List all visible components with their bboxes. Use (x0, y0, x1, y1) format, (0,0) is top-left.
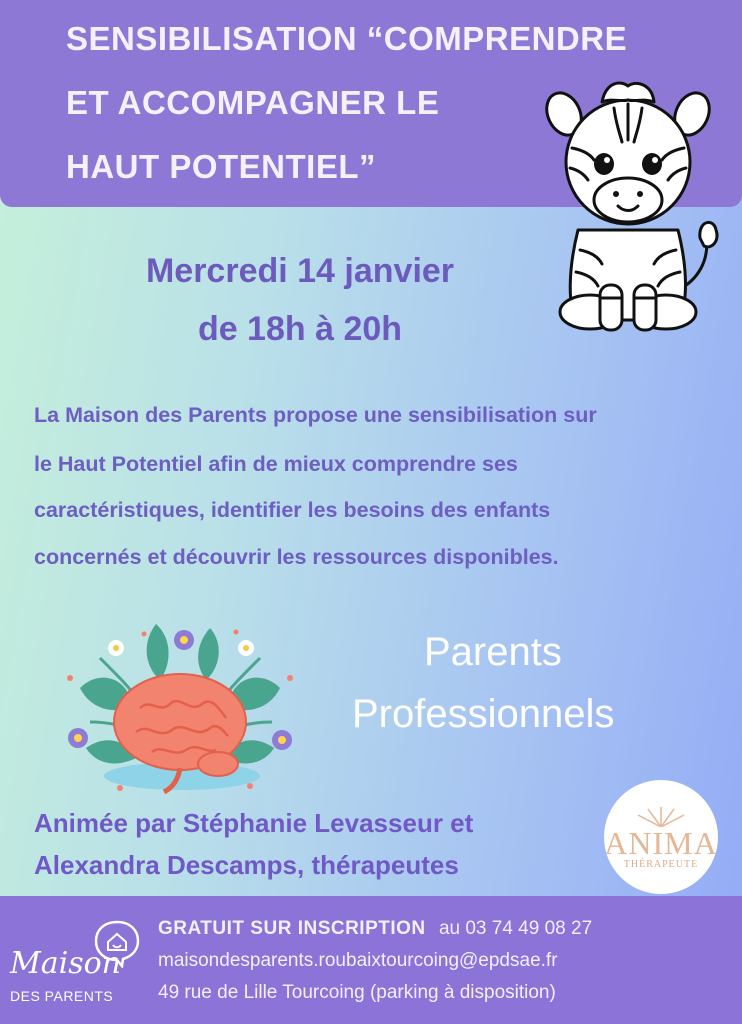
description-line-2: le Haut Potentiel afin de mieux comprendre ses (34, 452, 518, 476)
audience-professionals: Professionnels (352, 692, 615, 736)
event-time: de 18h à 20h (197, 310, 403, 348)
logo-caps-text: DES PARENTS (10, 988, 114, 1004)
anima-subtitle: THÉRAPEUTE (623, 858, 699, 870)
footer-registration (158, 918, 592, 940)
audience-parents: Parents (424, 630, 562, 674)
title-line-2: ET ACCOMPAGNER LE (66, 84, 440, 121)
hosts-line-1: Animée par Stéphanie Levasseur et (34, 808, 474, 838)
title-line-3: HAUT POTENTIEL” (66, 148, 376, 185)
footer-address: 49 rue de Lille Tourcoing (parking à disposition) (158, 982, 556, 1003)
hosts-line-2: Alexandra Descamps, thérapeutes (34, 850, 459, 880)
anima-name: ANIMA (604, 824, 718, 861)
sunburst-icon (626, 805, 696, 827)
brain-flowers-illustration (60, 618, 300, 798)
description-line-3: caractéristiques, identifier les besoins des enfants (34, 498, 551, 522)
phone-number: au 03 74 49 08 27 (438, 918, 593, 939)
description-line-4: concernés et découvrir les ressources disponibles. (34, 545, 559, 569)
logo-script-text: Maison (10, 946, 121, 981)
registration-label: GRATUIT SUR INSCRIPTION (158, 918, 426, 939)
title-line-1: SENSIBILISATION “COMPRENDRE (66, 20, 628, 57)
event-date: Mercredi 14 janvier (145, 252, 455, 290)
zebra-illustration (528, 80, 728, 340)
description-line-1: La Maison des Parents propose une sensibilisation sur (34, 403, 597, 427)
footer-email[interactable]: maisondesparents.roubaixtourcoing@epdsae.fr (158, 950, 558, 971)
anima-logo (604, 780, 718, 894)
